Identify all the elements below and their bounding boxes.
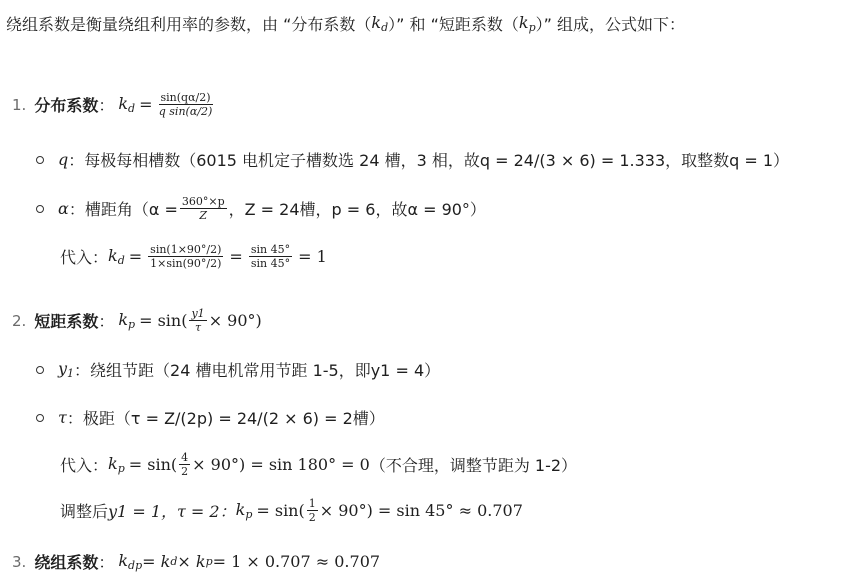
intro-text-c: ）” 组成，公式如下：: [535, 15, 686, 34]
intro-text-b: ）” 和 “短距系数（: [388, 15, 519, 34]
list-item-3: 3. 绕组系数 ： $k_{dp}$ = k d × k p = 1 × 0.707 ≈ 0.707: [12, 551, 381, 572]
substitute-line-2: 代入： $k_p$ = sin( $\frac{4}{2}$ × 90°) = sin 180° = 0 （不合理，调整节距为 1-2）: [60, 451, 578, 478]
item-title: 分布系数: [34, 96, 99, 115]
list-number: 1.: [12, 95, 27, 114]
bullet-icon: [36, 205, 44, 213]
formula-lhs: $k_d$: [118, 94, 136, 115]
bullet-text: ：每极每相槽数（6015 电机定子槽数选 24 槽，3 相，故q = 24/(3 × 6) = 1.333，取整数q = 1）: [68, 151, 790, 170]
bullet-tau: τ ：极距（τ = Z/(2p) = 24/(2 × 6) = 2槽）: [36, 406, 385, 429]
substitute-line-1: 代入： $k_d$ = $\frac{\sin(1\times 90^\circ/2)}{1\times\sin(90^\circ/2)}$ = $\frac{\sin 45^\circ}{\sin 45^\circ}$ = 1: [60, 243, 327, 270]
adjust-line: 调整后 y1 = 1，τ = 2： $k_p$ = sin( $\frac{1}{2}$ × 90°) = sin 45° ≈ 0.707: [60, 497, 523, 524]
list-item-2: 2. 短距系数 ： $k_p$ = sin( $\frac{y1}{\tau}$ × 90°): [12, 307, 262, 334]
bullet-y1: $y_1$ ：绕组节距（24 槽电机常用节距 1-5，即y1 = 4）: [36, 358, 440, 381]
intro-paragraph: [6, 12, 685, 35]
list-item-1: 1. 分布系数 ： $k_d$ = $\frac{\sin(q\alpha/2)}{\text{q sin(α/2)}}$: [12, 91, 213, 118]
bullet-q: q ：每极每相槽数（6015 电机定子槽数选 24 槽，3 相，故q = 24/(3 × 6) = 1.333，取整数q = 1）: [36, 148, 789, 171]
intro-text-a: 绕组系数是衡量绕组利用率的参数，由 “分布系数（: [6, 15, 372, 34]
pitch-fraction: $\frac{y1}{\tau}$: [191, 307, 205, 334]
sub-fraction-1: $\frac{\sin(1\times 90^\circ/2)}{1\times\sin(90^\circ/2)}$: [150, 243, 222, 270]
bullet-icon: [36, 156, 44, 164]
bullet-alpha: α ：槽距角（α = $\frac{360^\circ\times p}{Z}$ ，Z = 24槽，p = 6，故α = 90°）: [36, 196, 486, 221]
formula-fraction: $\frac{\sin(q\alpha/2)}{\text{q sin(α/2)}}$: [158, 91, 213, 118]
kp-symbol: $k_p$: [518, 13, 536, 34]
alpha-fraction: $\frac{360^\circ\times p}{Z}$: [181, 195, 225, 222]
kd-symbol: $k_d$: [371, 13, 389, 34]
sub-fraction-2: $\frac{\sin 45^\circ}{\sin 45^\circ}$: [250, 243, 291, 270]
